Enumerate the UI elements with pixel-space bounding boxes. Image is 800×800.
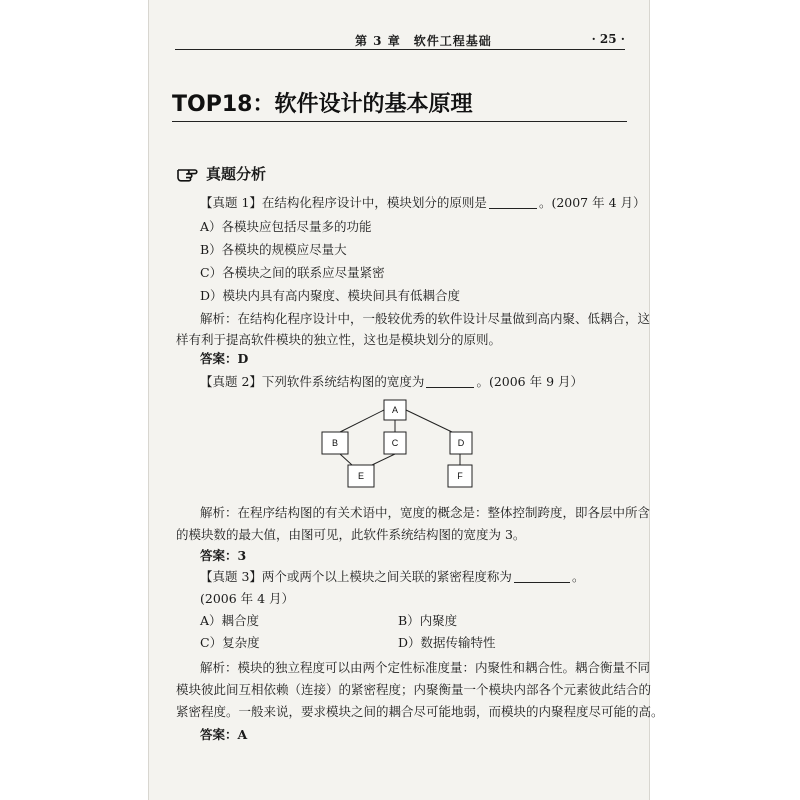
node-d-label: D <box>457 438 465 448</box>
edge-b-e <box>340 454 352 465</box>
chapter-title: 第 3 章 软件工程基础 <box>355 34 492 48</box>
node-f-label: F <box>457 471 463 481</box>
node-b-label: B <box>331 438 339 448</box>
answer-blank <box>426 374 474 388</box>
q2-analysis-line-2: 的模块数的最大值，由图可见，此软件系统结构图的宽度为 3。 <box>176 527 526 542</box>
q1-option-d: D）模块内具有高内聚度、模块间具有低耦合度 <box>200 288 461 303</box>
q2-stem: 【真题 2】下列软件系统结构图的宽度为 。(2006 年 9 月） <box>200 374 583 389</box>
q3-option-a: A）耦合度 <box>200 613 260 628</box>
q1-option-a: A）各模块应包括尽量多的功能 <box>200 219 372 234</box>
section-heading <box>176 160 266 186</box>
page-number: · 25 · <box>591 32 625 46</box>
q1-answer: 答案：D <box>200 351 249 366</box>
q3-stem: 【真题 3】两个或两个以上模块之间关联的紧密程度称为 。 <box>200 569 585 584</box>
edge-a-b <box>340 410 384 432</box>
q3-analysis-line-3: 紧密程度。一般来说，要求模块之间的耦合尽可能地弱，而模块的内聚程度尽可能的高。 <box>176 704 664 719</box>
hand-pointing-icon <box>176 162 198 184</box>
page-title: TOP18：软件设计的基本原理 <box>172 92 473 117</box>
q1-analysis-line-1: 解析：在结构化程序设计中，一般较优秀的软件设计尽量做到高内聚、低耦合，这 <box>200 311 651 326</box>
edge-c-e <box>372 454 395 465</box>
answer-blank <box>514 569 570 583</box>
q1-stem: 【真题 1】在结构化程序设计中，模块划分的原则是 。(2007 年 4 月） <box>200 195 646 210</box>
q1-option-b: B）各模块的规模应尽量大 <box>200 242 347 257</box>
q3-option-b: B）内聚度 <box>398 613 458 628</box>
title-rule <box>172 121 627 122</box>
node-c-label: C <box>391 438 399 448</box>
q1-analysis-line-2: 样有利于提高软件模块的独立性，这也是模块划分的原则。 <box>176 332 502 347</box>
q2-answer: 答案：3 <box>200 548 247 563</box>
section-label: 真题分析 <box>206 164 267 183</box>
q3-analysis-line-2: 模块彼此间互相依赖（连接）的紧密程度；内聚衡量一个模块内部各个元素彼此结合的 <box>176 682 652 697</box>
answer-blank <box>489 195 537 209</box>
edge-a-d <box>406 410 452 432</box>
q3-answer: 答案：A <box>200 727 248 742</box>
structure-diagram <box>310 392 490 496</box>
node-a-label: A <box>391 405 399 415</box>
q3-option-c: C）复杂度 <box>200 635 260 650</box>
header-rule <box>175 49 625 50</box>
q2-analysis-line-1: 解析：在程序结构图的有关术语中，宽度的概念是：整体控制跨度，即各层中所含 <box>200 505 651 520</box>
q1-option-c: C）各模块之间的联系应尽量紧密 <box>200 265 385 280</box>
page-header <box>175 28 625 50</box>
q3-date: (2006 年 4 月） <box>200 591 295 606</box>
q3-option-d: D）数据传输特性 <box>398 635 496 650</box>
q3-analysis-line-1: 解析：模块的独立程度可以由两个定性标准度量：内聚性和耦合性。耦合衡量不同 <box>200 660 651 675</box>
node-e-label: E <box>357 471 365 481</box>
